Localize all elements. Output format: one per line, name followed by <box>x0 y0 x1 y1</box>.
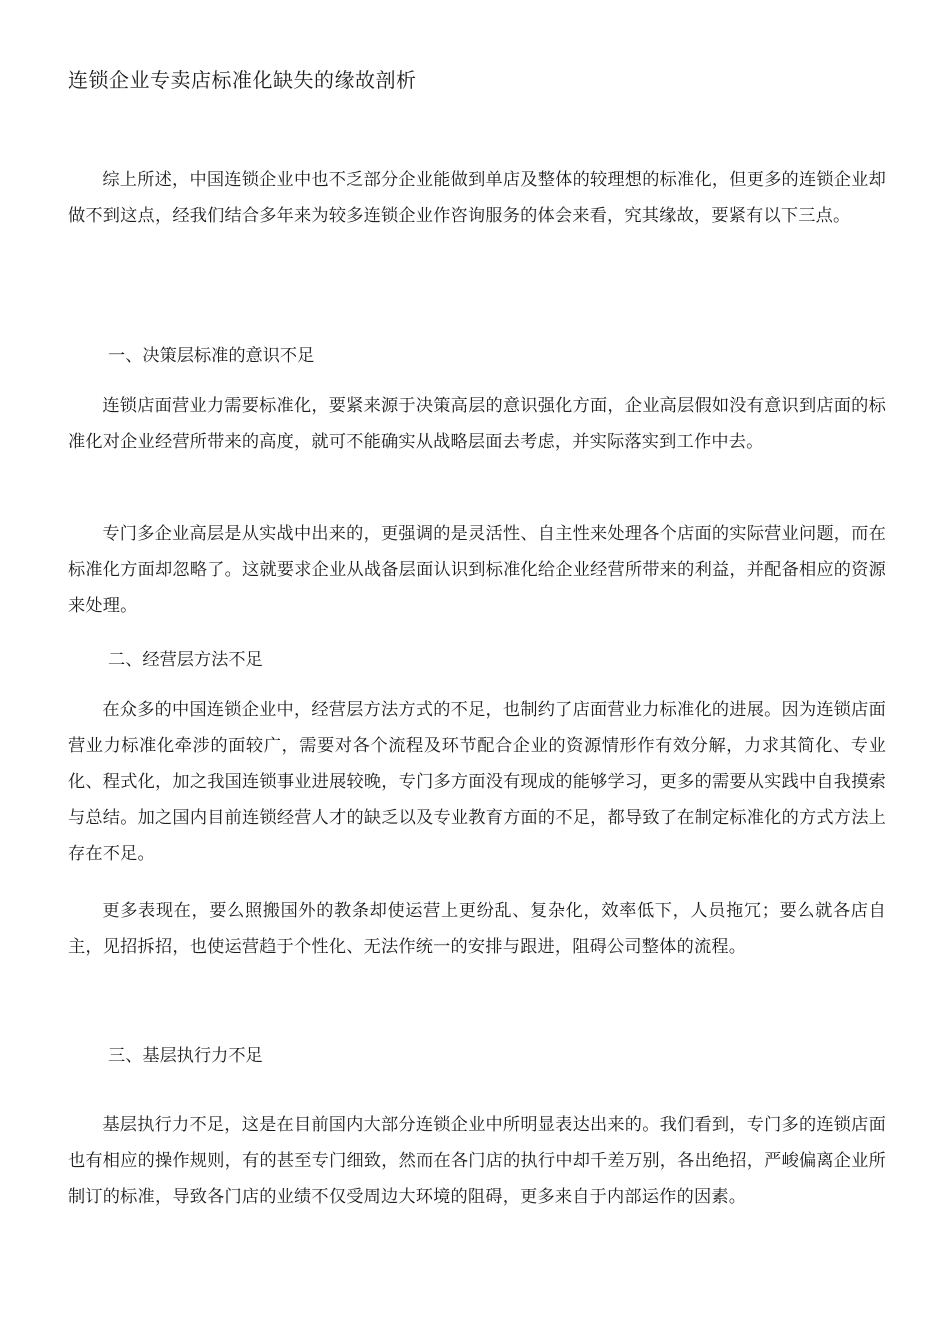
section-3-paragraph-1: 基层执行力不足，这是在目前国内大部分连锁企业中所明显表达出来的。我们看到，专门多的连锁店面也有相应的操作规则，有的甚至专门细致，然而在各门店的执行中却千差万别，各出绝招，严峻偏离企业所制订的标准，导致各门店的业绩不仅受周边大环境的阻碍，更多来自于内部运作的因素。 <box>68 1115 886 1207</box>
section-1-paragraph-2: 专门多企业高层是从实战中出来的，更强调的是灵活性、自主性来处理各个店面的实际营业问题，而在标准化方面却忽略了。这就要求企业从战备层面认识到标准化给企业经营所带来的利益，并配备相应的资源来处理。 <box>68 524 886 616</box>
document-title: 连锁企业专卖店标准化缺失的缘故剖析 <box>68 68 417 92</box>
section-1-paragraph-1: 连锁店面营业力需要标准化，要紧来源于决策高层的意识强化方面，企业高层假如没有意识到店面的标准化对企业经营所带来的高度，就可不能确实从战略层面去考虑，并实际落实到工作中去。 <box>68 396 886 452</box>
section-1-heading: 一、决策层标准的意识不足 <box>108 346 315 366</box>
section-3-heading: 三、基层执行力不足 <box>108 1046 263 1066</box>
intro-paragraph: 综上所述，中国连锁企业中也不乏部分企业能做到单店及整体的较理想的标准化，但更多的连锁企业却做不到这点，经我们结合多年来为较多连锁企业作咨询服务的体会来看，究其缘故，要紧有以下三点。 <box>68 170 886 226</box>
section-2-paragraph-2: 更多表现在，要么照搬国外的教条却使运营上更纷乱、复杂化，效率低下，人员拖冗；要么就各店自主，见招拆招，也使运营趋于个性化、无法作统一的安排与跟进，阻碍公司整体的流程。 <box>68 901 886 957</box>
section-2-paragraph-1: 在众多的中国连锁企业中，经营层方法方式的不足，也制约了店面营业力标准化的进展。因为连锁店面营业力标准化牵涉的面较广，需要对各个流程及环节配合企业的资源情形作有效分解，力求其简化、专业化、程式化，加之我国连锁事业进展较晚，专门多方面没有现成的能够学习，更多的需要从实践中自我摸索与总结。加之国内目前连锁经营人才的缺乏以及专业教育方面的不足，都导致了在制定标准化的方式方法上存在不足。 <box>68 700 886 864</box>
section-2-heading: 二、经营层方法不足 <box>108 650 263 670</box>
